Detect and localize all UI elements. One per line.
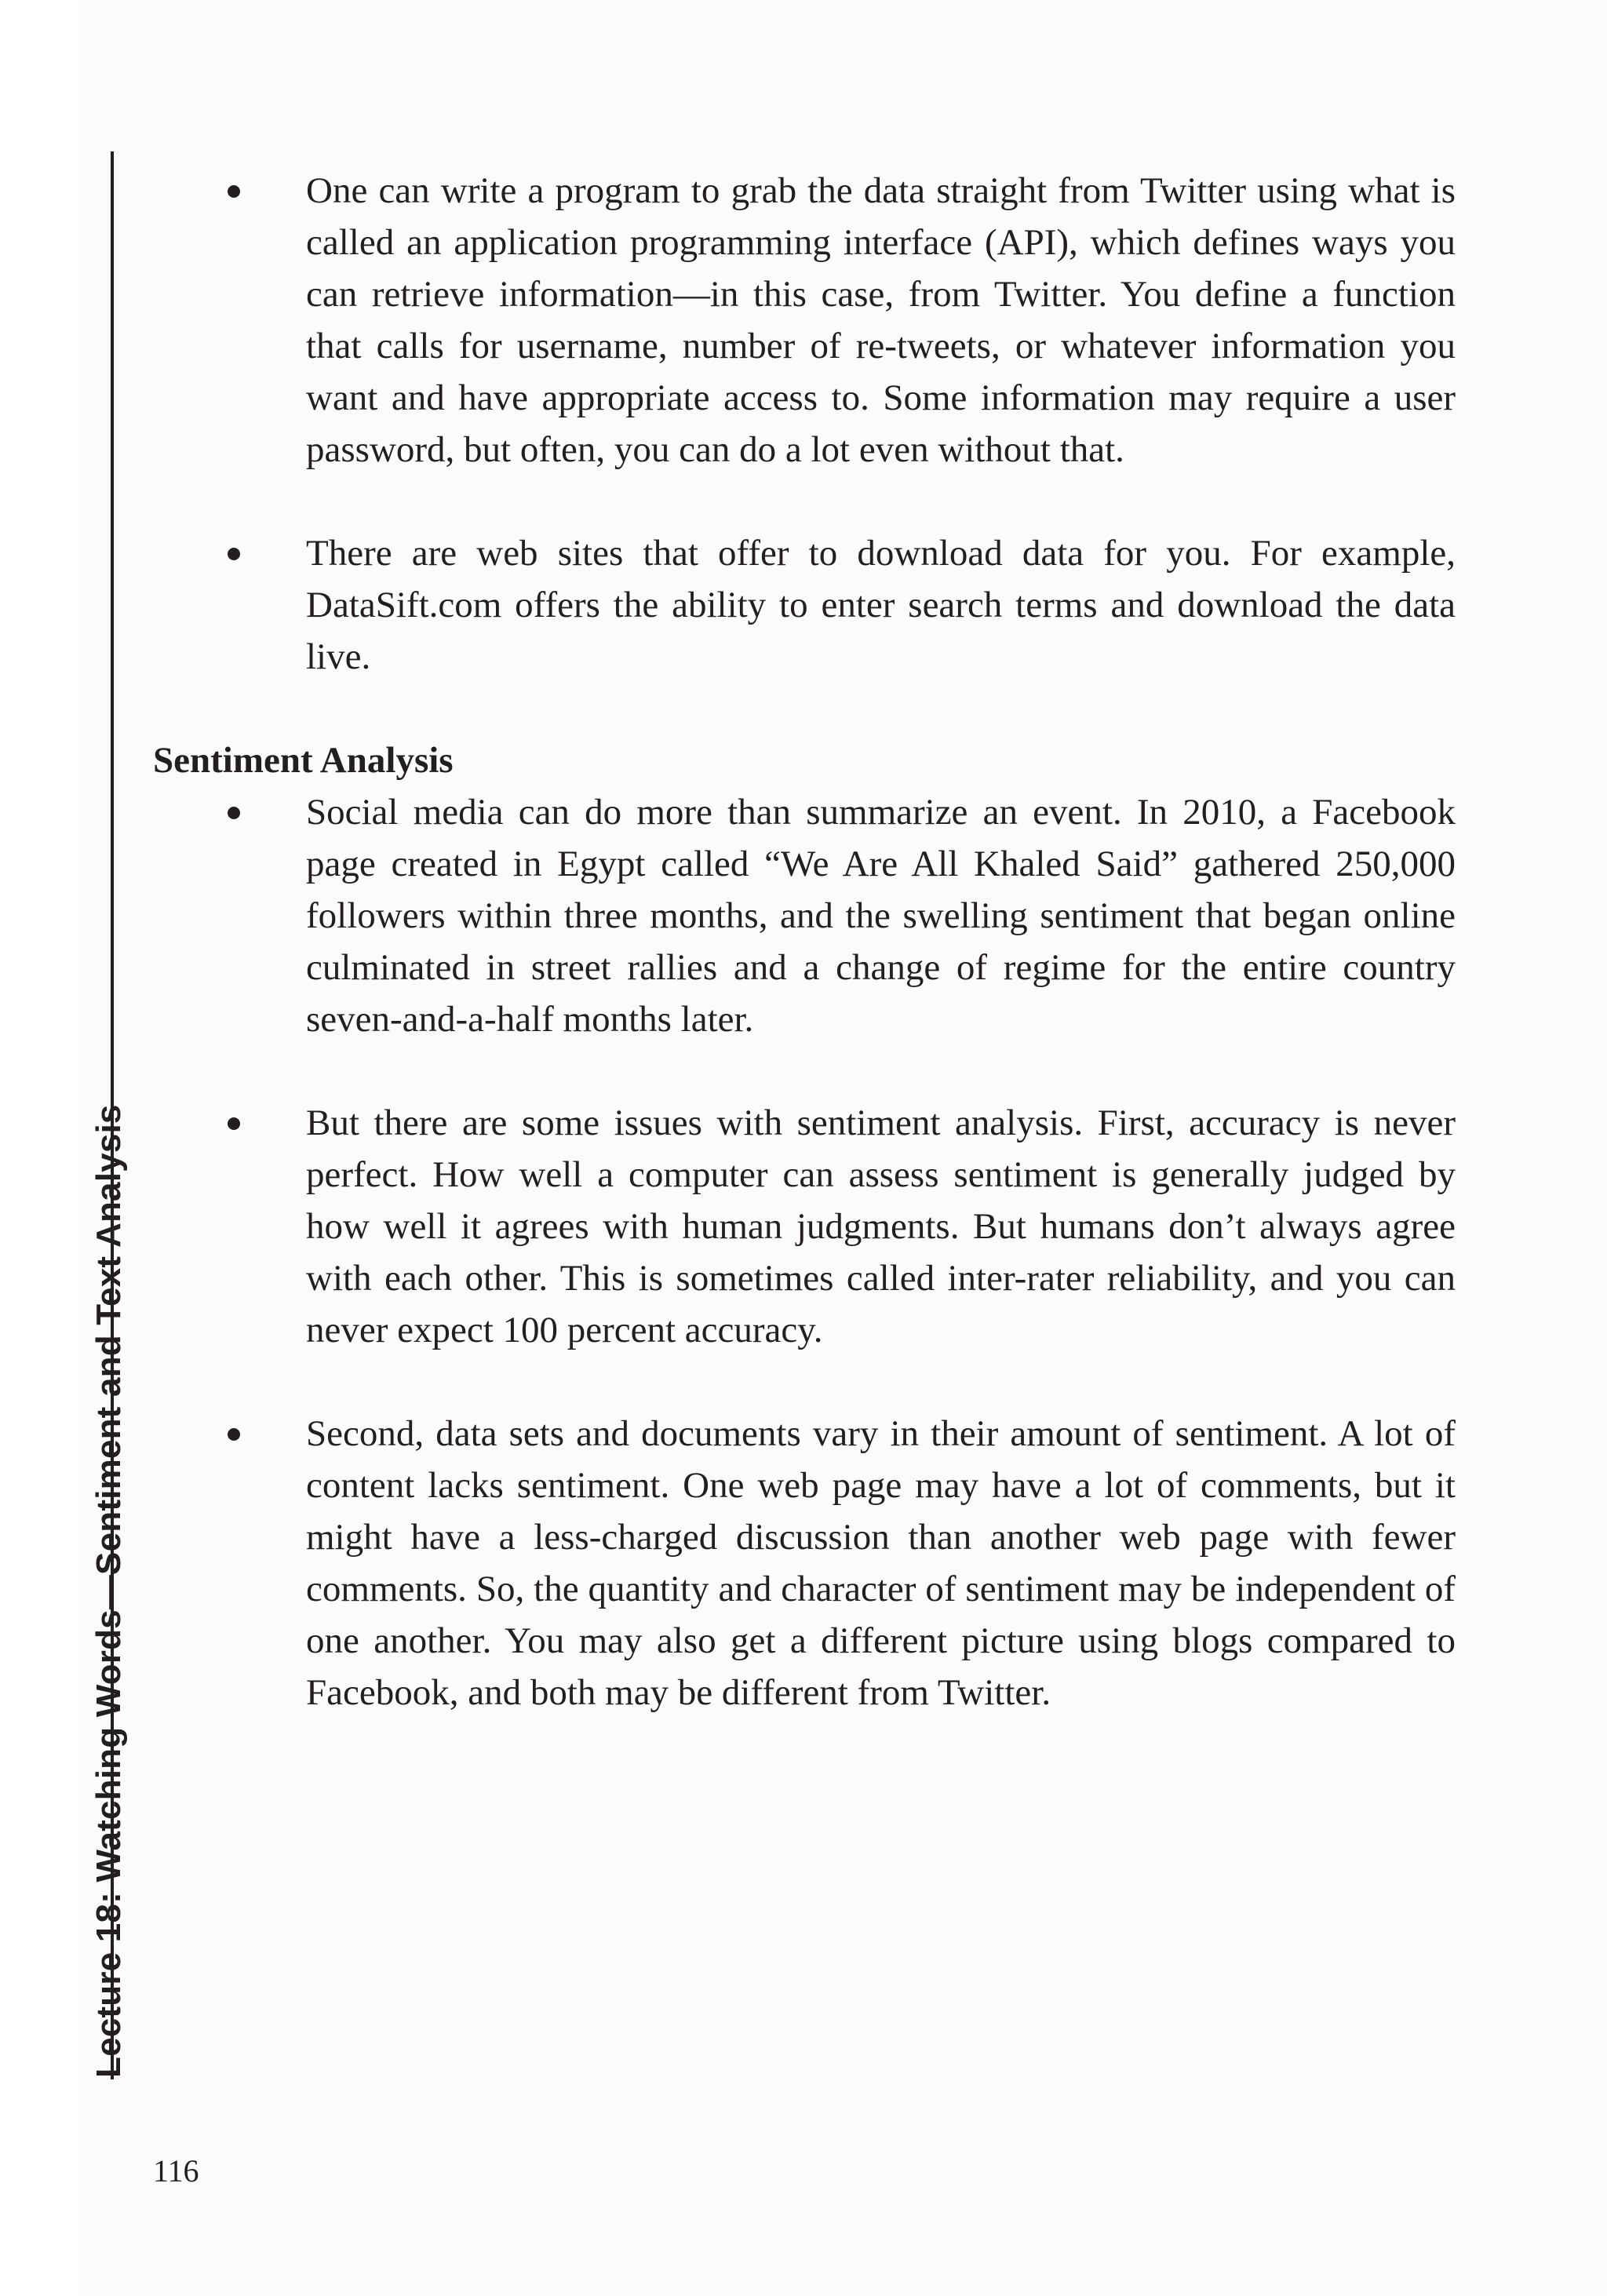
list-item-text: Second, data sets and documents vary in their amount of sentiment. A lot of content lacks sentiment. One web page may have a lot of comments, but it might have a less-charged discussion than another web page with fewer comments. So, the quantity and character of sentiment may be independent of one another. You may also get a different picture using blogs compared to Facebook, and both may be different from Twitter.	[306, 1413, 1456, 1713]
section-heading: Sentiment Analysis	[153, 740, 454, 781]
list-item-text: There are web sites that offer to download data for you. For example, DataSift.com offers the ability to enter search terms and download the data live.	[306, 533, 1456, 677]
bullet-icon	[228, 807, 240, 819]
list-item	[153, 527, 1456, 683]
bullet-icon	[228, 1428, 240, 1441]
running-header-side-title: Lecture 18: Watching Words—Sentiment and Text Analysis	[89, 1104, 128, 2078]
bullet-list-sentiment	[153, 786, 1456, 1718]
page-number: 116	[153, 2153, 199, 2188]
main-content	[153, 165, 1456, 1718]
bullet-icon	[228, 1117, 240, 1130]
list-item	[153, 1408, 1456, 1718]
list-item-text: But there are some issues with sentiment analysis. First, accuracy is never perfect. How well a computer can assess sentiment is generally judged by how well it agrees with human judgments. But humans don’t always agree with each other. This is sometimes called inter-rater reliability, and you can never expect 100 percent accuracy.	[306, 1102, 1456, 1350]
list-item-text: Social media can do more than summarize an event. In 2010, a Facebook page created in Egypt called “We Are All Khaled Said” gathered 250,000 followers within three months, and the swelling sentiment that began online culminated in street rallies and a change of regime for the entire country seven-and-a-half months later.	[306, 792, 1456, 1040]
list-item-text: One can write a program to grab the data straight from Twitter using what is called an application programming interface (API), which defines ways you can retrieve information—in this case, from Twitter. You define a function that calls for username, number of re-tweets, or whatever information you want and have appropriate access to. Some information may require a user password, but often, you can do a lot even without that.	[306, 170, 1456, 470]
bullet-icon	[228, 185, 240, 198]
bullet-icon	[228, 548, 240, 560]
list-item	[153, 165, 1456, 476]
list-item	[153, 1097, 1456, 1356]
bullet-list-top	[153, 165, 1456, 683]
list-item	[153, 786, 1456, 1045]
